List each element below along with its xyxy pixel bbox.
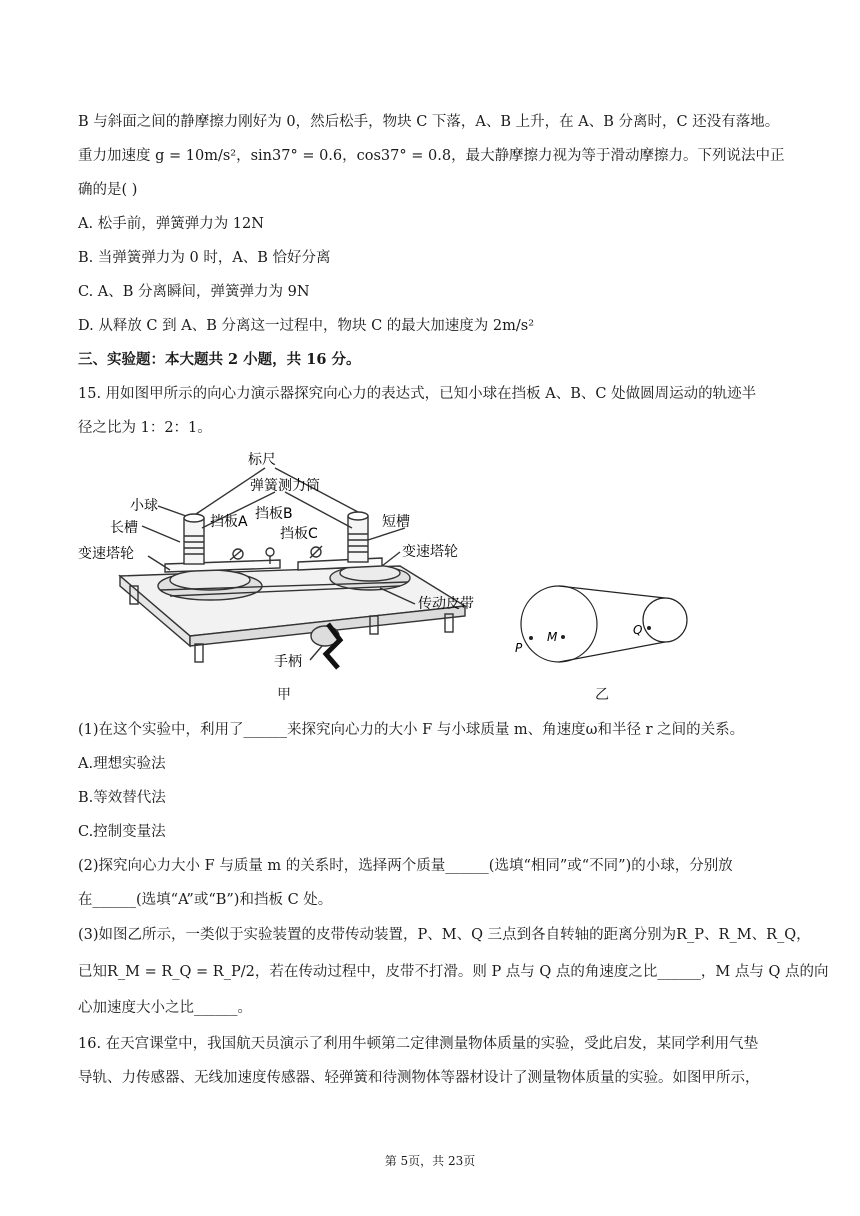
label-baffle-c: 挡板C bbox=[280, 526, 318, 542]
q15-part3-line-1: (3)如图乙所示，一类似于实验装置的皮带传动装置，P、M、Q 三点到各自转轴的距离分别为R_P、R_M、R_Q， bbox=[78, 927, 811, 943]
q16-line-2: 导轨、力传感器、无线加速度传感器、轻弹簧和待测物体等器材设计了测量物体质量的实验。如图甲所示， bbox=[78, 1070, 760, 1086]
figure-label-yi: 乙 bbox=[595, 687, 609, 703]
intro-line-2: 重力加速度 g = 10m/s²，sin37° = 0.6，cos37° = 0.8，最大静摩擦力视为等于滑动摩擦力。下列说法中正 bbox=[78, 148, 785, 164]
option-b: B. 当弹簧弹力为 0 时，A、B 恰好分离 bbox=[78, 250, 331, 266]
q15-part1-option-b: B.等效替代法 bbox=[78, 790, 166, 806]
page-footer: 第 5页，共 23页 bbox=[384, 1154, 476, 1168]
q15-part2-line-1: (2)探究向心力大小 F 与质量 m 的关系时，选择两个质量______(选填“相同”或“不同”)的小球，分别放 bbox=[78, 858, 733, 874]
section-heading: 三、实验题：本大题共 2 小题，共 16 分。 bbox=[78, 351, 361, 368]
option-c: C. A、B 分离瞬间，弹簧弹力为 9N bbox=[78, 284, 310, 300]
q15-part1-option-a: A.理想实验法 bbox=[78, 756, 166, 772]
q15-part1-option-c: C.控制变量法 bbox=[78, 824, 166, 840]
label-spring-cylinder: 弹簧测力筒 bbox=[250, 478, 320, 494]
option-a: A. 松手前，弹簧弹力为 12N bbox=[78, 216, 264, 232]
figure-label-jia: 甲 bbox=[277, 687, 291, 703]
q15-stem-2: 径之比为 1：2：1。 bbox=[78, 420, 212, 436]
label-short-slot: 短槽 bbox=[382, 514, 410, 530]
label-baffle-a: 挡板A bbox=[210, 514, 248, 530]
label-ruler: 标尺 bbox=[248, 452, 276, 468]
q15-part1: (1)在这个实验中，利用了______来探究向心力的大小 F 与小球质量 m、角速度ω和半径 r 之间的关系。 bbox=[78, 722, 745, 738]
belt-drive-figure bbox=[505, 580, 705, 670]
centripetal-apparatus-figure bbox=[70, 446, 500, 686]
label-pulley-left: 变速塔轮 bbox=[78, 546, 134, 562]
option-d: D. 从释放 C 到 A、B 分离这一过程中，物块 C 的最大加速度为 2m/s² bbox=[78, 318, 535, 334]
label-pulley-right: 变速塔轮 bbox=[402, 544, 458, 560]
label-q: Q bbox=[633, 623, 643, 637]
q15-stem-1: 15. 用如图甲所示的向心力演示器探究向心力的表达式，已知小球在挡板 A、B、C 处做圆周运动的轨迹半 bbox=[78, 386, 757, 402]
label-belt: 传动皮带 bbox=[418, 596, 474, 612]
label-long-slot: 长槽 bbox=[110, 520, 138, 536]
q15-part2-line-2: 在______(选填“A”或“B”)和挡板 C 处。 bbox=[78, 892, 333, 908]
q15-part3-line-2: 已知R_M = R_Q = R_P/2，若在传动过程中，皮带不打滑。则 P 点与 Q 点的角速度之比______，M 点与 Q 点的向 bbox=[78, 964, 829, 980]
label-ball: 小球 bbox=[130, 498, 158, 514]
label-p: P bbox=[515, 641, 523, 655]
intro-line-1: B 与斜面之间的静摩擦力刚好为 0，然后松手，物块 C 下落，A、B 上升，在 A、B 分离时，C 还没有落地。 bbox=[78, 114, 780, 130]
label-m: M bbox=[547, 630, 558, 644]
label-handle: 手柄 bbox=[274, 654, 302, 670]
q16-line-1: 16. 在天宫课堂中，我国航天员演示了利用牛顿第二定律测量物体质量的实验，受此启发，某同学利用气垫 bbox=[78, 1036, 759, 1052]
q15-part3-line-3: 心加速度大小之比______。 bbox=[78, 1000, 252, 1016]
intro-line-3: 确的是( ) bbox=[78, 182, 138, 198]
label-baffle-b: 挡板B bbox=[255, 506, 293, 522]
